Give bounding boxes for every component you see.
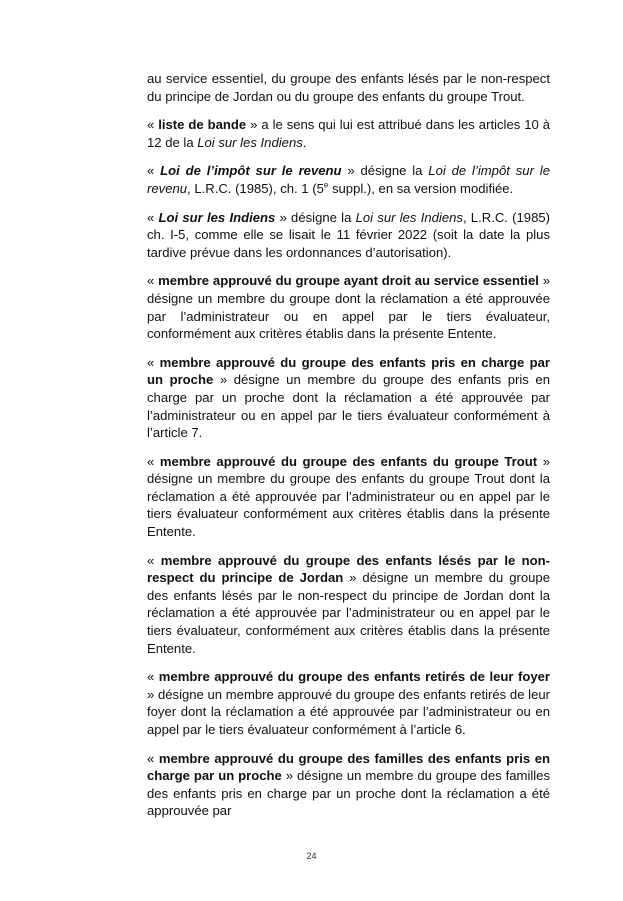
text-segment: au service essentiel, du groupe des enfants lésés par le non-respect du principe de Jordan ou du groupe des enfants du groupe Trout. <box>147 71 550 104</box>
definition-membre-principe-jordan <box>147 552 550 658</box>
defined-term: membre approuvé du groupe des enfants lésés par le non-respect du principe de Jordan <box>147 552 551 586</box>
text-segment: « <box>147 354 160 370</box>
defined-term: membre approuvé du groupe des enfants du groupe Trout <box>159 453 538 469</box>
defined-term: membre approuvé du groupe des familles des enfants pris en charge par un proche <box>147 750 550 784</box>
definition-membre-groupe-trout <box>147 453 550 541</box>
text-segment: » désigne un membre du groupe des enfants pris en charge par un proche dont la réclamation a été approuvée par l’administrateur ou en appel par le tiers évaluateur conformément à l’article 7. <box>147 372 550 441</box>
text-segment: « <box>147 669 159 685</box>
text-segment: » désigne un membre du groupe des familles des enfants pris en charge par un proche dont la réclamation a été approuvée par <box>147 768 550 819</box>
defined-term: membre approuvé du groupe ayant droit au service essentiel <box>158 273 539 289</box>
defined-term: Loi de l’impôt sur le revenu <box>160 163 342 179</box>
text-segment: « <box>147 750 159 766</box>
text-segment: « <box>147 117 159 133</box>
text-segment: . <box>302 134 307 150</box>
text-segment: » désigne la <box>275 209 356 225</box>
definition-membre-familles-proche <box>147 750 550 820</box>
text-segment: , L.R.C. (1985) ch. I-5, comme elle se lisait le 11 février 2022 (soit la date la plus tardive prévue dans les ordonnances d’autorisation). <box>147 209 551 260</box>
defined-term: membre approuvé du groupe des enfants pris en charge par un proche <box>147 354 550 388</box>
text-segment: » désigne la <box>341 163 429 179</box>
text-segment: « <box>147 453 160 469</box>
definition-membre-retires-foyer <box>147 668 550 738</box>
defined-term: membre approuvé du groupe des enfants retirés de leur foyer <box>158 669 550 685</box>
text-segment: » désigne un membre du groupe dont la réclamation a été approuvée par l’administrateur ou en appel par le tiers évaluateur, conformément aux critères établis dans la présente Entente. <box>147 273 550 342</box>
definition-loi-indiens <box>147 209 550 262</box>
italic-citation: Loi sur les Indiens <box>355 209 463 225</box>
text-segment: » désigne un membre approuvé du groupe des enfants retirés de leur foyer dont la réclamation a été approuvée par l’administrateur ou en appel par le tiers évaluateur conformément à l’article 6. <box>147 686 550 737</box>
page-number: 24 <box>306 850 317 861</box>
text-segment: » a le sens qui lui est attribué dans les articles 10 à 12 de la <box>147 117 551 150</box>
text-segment: « <box>147 273 159 289</box>
definition-loi-impot <box>147 162 550 197</box>
text-segment: » désigne un membre du groupe des enfants lésés par le non-respect du principe de Jordan dont la réclamation a été approuvée par l’administrateur ou en appel par le tiers évaluateur, conformément aux critères établis dans la présente Entente. <box>147 570 550 656</box>
italic-citation: Loi sur les Indiens <box>197 134 303 150</box>
text-segment: « <box>147 552 161 568</box>
defined-term: Loi sur les Indiens <box>158 209 276 225</box>
text-segment: suppl.), en sa version modifiée. <box>328 180 514 196</box>
paragraph-continuation <box>147 70 550 105</box>
text-segment: » désigne un membre du groupe des enfants du groupe Trout dont la réclamation a été approuvée par l’administrateur ou en appel par le tiers évaluateur conformément aux critères établis dans la présente Entente. <box>147 453 551 540</box>
defined-term: liste de bande <box>158 117 247 133</box>
text-segment: « <box>147 163 161 179</box>
italic-citation: Loi de l’impôt sur le revenu <box>147 163 550 196</box>
text-segment: e <box>323 180 329 190</box>
definition-membre-pris-en-charge-proche <box>147 354 550 442</box>
text-segment: « <box>147 209 159 225</box>
definition-membre-service-essentiel <box>147 272 550 342</box>
definition-liste-de-bande <box>147 116 550 151</box>
text-segment: , L.R.C. (1985), ch. 1 (5 <box>187 180 324 196</box>
